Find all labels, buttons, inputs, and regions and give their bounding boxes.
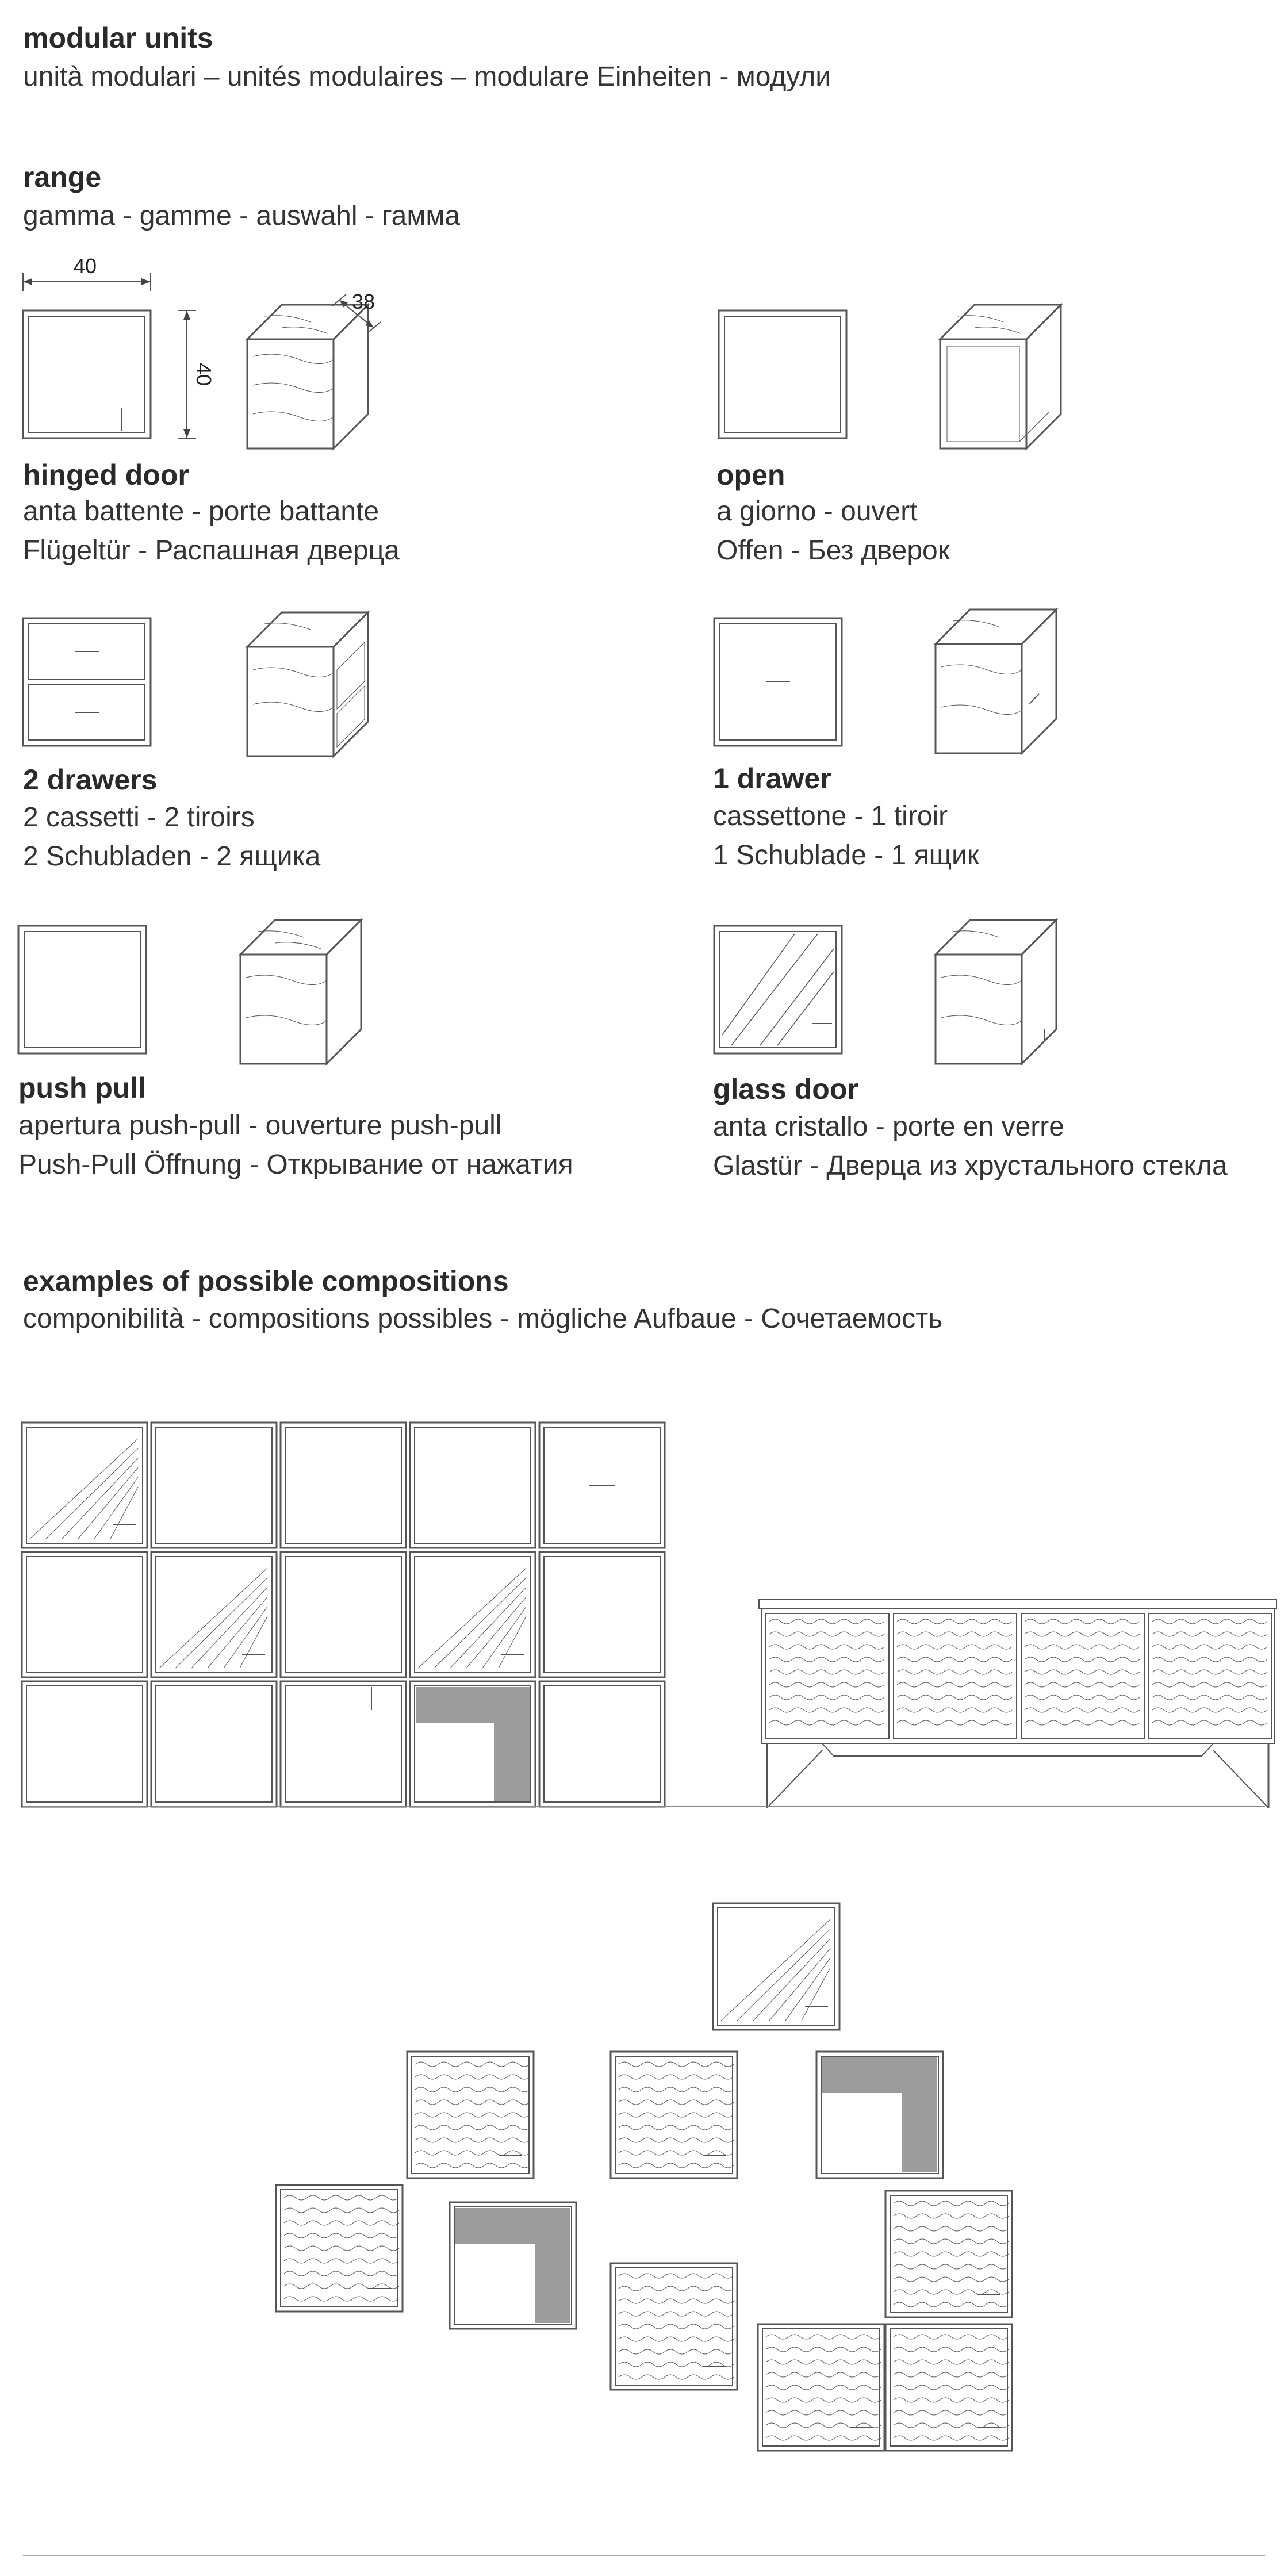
- grid-cell-2-3: [410, 1681, 535, 1807]
- footer-divider: [23, 2555, 1265, 2556]
- sideboard-door-2: [1021, 1613, 1144, 1739]
- composition-scattered: [270, 1897, 1029, 2461]
- page-title: modular units: [23, 22, 213, 54]
- range-subtitle: gamma - gamme - auswahl - гамма: [23, 201, 461, 231]
- module-desc-push-pull-1: apertura push-pull - ouverture push-pull: [18, 1110, 502, 1141]
- sideboard-door-1: [894, 1613, 1017, 1739]
- module-desc-2-drawers-2: 2 Schubladen - 2 ящика: [23, 841, 321, 872]
- module-desc-glass-door-2: Glastür - Дверца из хрустального стекла: [713, 1151, 1228, 1181]
- range-title: range: [23, 161, 102, 193]
- sideboard-door-0: [766, 1613, 889, 1739]
- dimension-width: 40: [74, 254, 97, 278]
- composition-sideboard: [753, 1600, 1276, 1812]
- grid-cell-1-4: [539, 1552, 665, 1677]
- scatter-cell-7: [611, 2263, 737, 2390]
- grid-cell-1-3: [410, 1552, 535, 1677]
- grid-cell-2-2: [281, 1681, 406, 1807]
- dimension-depth: 38: [352, 290, 375, 313]
- push-pull-drawing: [13, 914, 415, 1064]
- grid-cell-0-0: [22, 1423, 147, 1548]
- module-desc-push-pull-2: Push-Pull Öffnung - Открывание от нажатия: [18, 1149, 573, 1180]
- glass-door-drawing: [708, 914, 1076, 1064]
- grid-cell-2-0: [22, 1681, 147, 1807]
- scatter-cell-4: [276, 2185, 402, 2312]
- grid-cell-1-0: [22, 1552, 147, 1677]
- scatter-cell-6: [885, 2191, 1012, 2317]
- grid-cell-0-2: [281, 1423, 406, 1548]
- floor-line: [23, 1806, 1265, 1807]
- dimension-height: 40: [192, 362, 216, 386]
- compositions-title: examples of possible compositions: [23, 1265, 509, 1297]
- page-subtitle: unità modulari – unités modulaires – modulare Einheiten - модули: [23, 62, 831, 92]
- module-desc-1-drawer-2: 1 Schublade - 1 ящик: [713, 840, 979, 871]
- module-name-glass-door: glass door: [713, 1073, 858, 1105]
- scatter-cell-1: [407, 2052, 534, 2178]
- open-drawing: [713, 299, 1081, 460]
- module-desc-open-1: a giorno - ouvert: [716, 496, 918, 527]
- scatter-cell-0: [713, 1903, 839, 2030]
- scatter-cell-3: [816, 2052, 943, 2178]
- module-name-1-drawer: 1 drawer: [713, 762, 831, 795]
- one-drawer-drawing: [708, 607, 1076, 756]
- two-drawers-drawing: [17, 607, 420, 756]
- module-name-push-pull: push pull: [18, 1072, 147, 1104]
- sideboard-door-3: [1149, 1613, 1272, 1739]
- scatter-cell-9: [885, 2324, 1012, 2451]
- module-name-2-drawers: 2 drawers: [23, 764, 158, 796]
- composition-wall-grid: [22, 1423, 666, 1811]
- grid-cell-2-1: [151, 1681, 277, 1807]
- grid-cell-1-2: [281, 1552, 406, 1677]
- grid-cell-0-4: [539, 1423, 665, 1548]
- module-desc-glass-door-1: anta cristallo - porte en verre: [713, 1111, 1064, 1142]
- module-desc-hinged-door-2: Flügeltür - Распашная дверца: [23, 535, 400, 566]
- grid-cell-0-1: [151, 1423, 277, 1548]
- grid-cell-0-3: [410, 1423, 535, 1548]
- compositions-subtitle: componibilità - compositions possibles - mögliche Aufbaue - Сочетаемость: [23, 1304, 943, 1334]
- grid-cell-2-4: [539, 1681, 665, 1807]
- module-desc-1-drawer-1: cassettone - 1 tiroir: [713, 801, 948, 831]
- module-desc-2-drawers-1: 2 cassetti - 2 tiroirs: [23, 802, 255, 833]
- module-desc-hinged-door-1: anta battente - porte battante: [23, 496, 379, 527]
- module-desc-open-2: Offen - Без дверок: [716, 535, 950, 566]
- scatter-cell-8: [758, 2324, 884, 2451]
- scatter-cell-2: [611, 2052, 737, 2178]
- module-name-open: open: [716, 459, 785, 491]
- grid-cell-1-1: [151, 1552, 277, 1677]
- scatter-cell-5: [450, 2202, 576, 2329]
- module-name-hinged-door: hinged door: [23, 459, 189, 491]
